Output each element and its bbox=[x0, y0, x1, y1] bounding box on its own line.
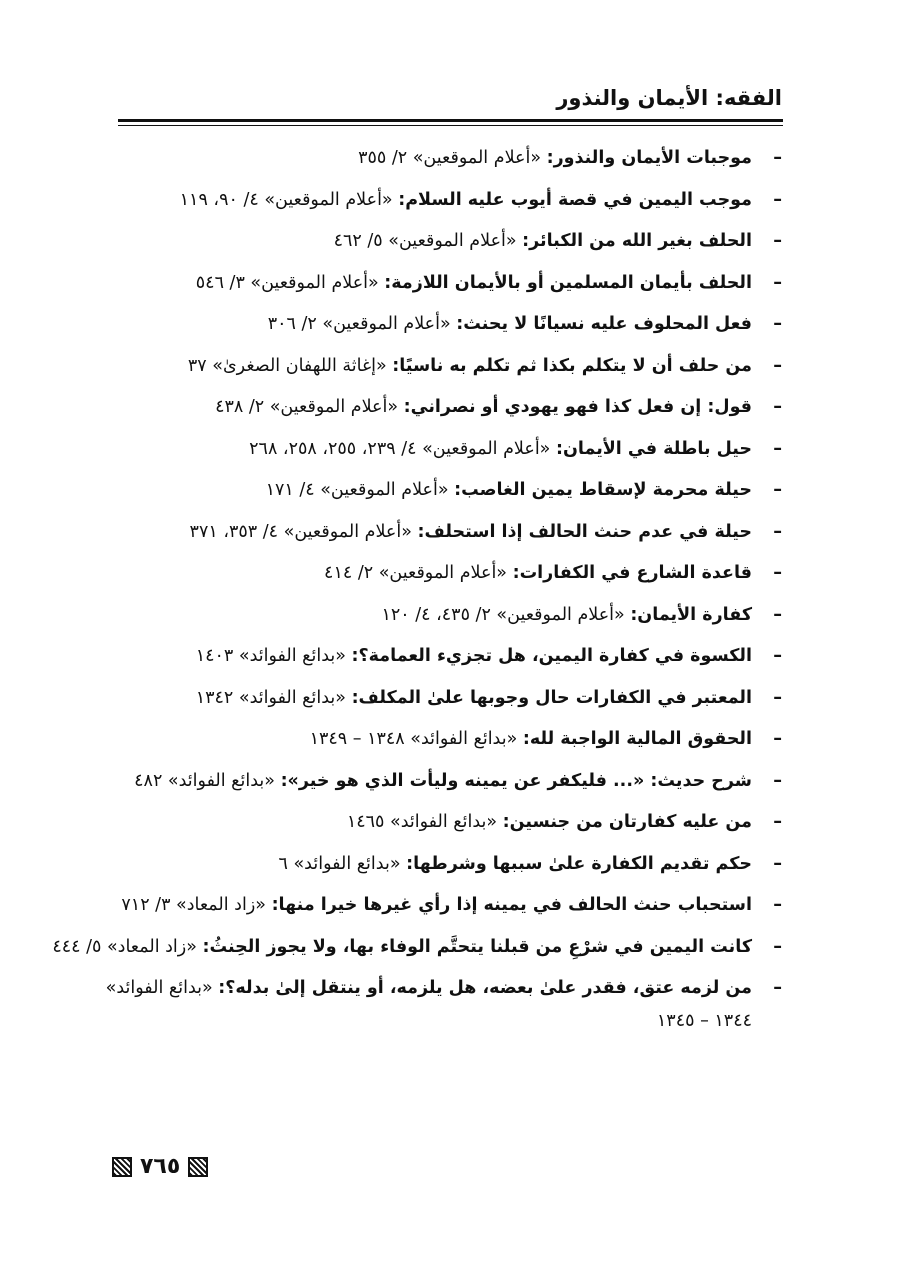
entry-dash: – bbox=[773, 314, 782, 334]
entry-topic: حيلة في عدم حنث الحالف إذا استحلف: bbox=[417, 521, 752, 542]
index-entry bbox=[52, 927, 782, 969]
index-entry bbox=[102, 180, 782, 222]
entry-reference: «بدائع الفوائد» ١٣٤٢ bbox=[195, 687, 352, 708]
index-entry bbox=[102, 346, 782, 388]
index-entry bbox=[102, 678, 782, 720]
index-entry bbox=[102, 429, 782, 471]
index-entry bbox=[102, 968, 782, 1038]
index-entry bbox=[102, 844, 782, 886]
entry-topic: موجبات الأيمان والنذور: bbox=[546, 148, 752, 168]
entry-reference: «بدائع الفوائد» ٦ bbox=[278, 853, 407, 874]
header-rule-thick bbox=[118, 119, 783, 122]
ornament-icon bbox=[188, 1157, 208, 1177]
entry-topic: الحلف بغير الله من الكبائر: bbox=[522, 231, 752, 251]
entry-dash: – bbox=[773, 563, 782, 583]
entry-reference: «أعلام الموقعين» ٥/ ٤٦٢ bbox=[333, 231, 523, 251]
entry-topic: شرح حديث: «... فليكفر عن يمينه وليأت الذي هو خير»: bbox=[280, 770, 752, 791]
entry-topic: المعتبر في الكفارات حال وجوبها علىٰ المكلف: bbox=[351, 687, 752, 708]
entry-dash: – bbox=[773, 729, 782, 749]
entry-reference: «أعلام الموقعين» ٢/ ٤٣٥، ٤/ ١٢٠ bbox=[381, 604, 631, 625]
entry-dash: – bbox=[773, 687, 782, 708]
index-entry bbox=[102, 719, 782, 761]
index-entry bbox=[102, 263, 782, 305]
entry-reference: «أعلام الموقعين» ٤/ ١٧١ bbox=[265, 480, 455, 500]
entry-dash: – bbox=[773, 936, 782, 957]
index-entry bbox=[102, 761, 782, 803]
index-entry bbox=[102, 885, 782, 927]
entry-dash: – bbox=[773, 853, 782, 874]
index-entry bbox=[102, 553, 782, 595]
entry-dash: – bbox=[773, 646, 782, 666]
entry-topic: الحلف بأيمان المسلمين أو بالأيمان اللازمة: bbox=[384, 272, 752, 293]
entry-dash: – bbox=[773, 355, 782, 376]
entry-dash: – bbox=[773, 978, 782, 998]
index-entry bbox=[102, 512, 782, 554]
entry-topic: من لزمه عتق، فقدر علىٰ بعضه، هل يلزمه، أو ينتقل إلىٰ بدله؟: bbox=[218, 978, 752, 998]
index-entry bbox=[102, 387, 782, 429]
page-number: ٧٦٥ bbox=[140, 1154, 181, 1179]
entry-dash: – bbox=[773, 521, 782, 542]
index-entry bbox=[102, 221, 782, 263]
index-entry bbox=[102, 138, 782, 180]
entry-topic: فعل المحلوف عليه نسيانًا لا يحنث: bbox=[456, 314, 752, 334]
entry-reference: «أعلام الموقعين» ٤/ ٢٣٩، ٢٥٥، ٢٥٨، ٢٦٨ bbox=[249, 438, 556, 459]
entry-topic: من حلف أن لا يتكلم بكذا ثم تكلم به ناسيًا: bbox=[392, 355, 752, 376]
entry-reference: «أعلام الموقعين» ٤/ ٩٠، ١١٩ bbox=[179, 189, 399, 210]
entry-topic: حيل باطلة في الأيمان: bbox=[555, 438, 752, 459]
entry-dash: – bbox=[773, 397, 782, 417]
entry-topic: حكم تقديم الكفارة علىٰ سببها وشرطها: bbox=[406, 853, 752, 874]
entry-dash: – bbox=[773, 480, 782, 500]
entry-topic: من عليه كفارتان من جنسين: bbox=[502, 812, 752, 832]
entry-topic: قول: إن فعل كذا فهو يهودي أو نصراني: bbox=[403, 397, 752, 417]
entry-reference: «أعلام الموقعين» ٢/ ٣٠٦ bbox=[267, 314, 457, 334]
entry-reference: «أعلام الموقعين» ٣/ ٥٤٦ bbox=[195, 272, 385, 293]
entry-dash: – bbox=[773, 604, 782, 625]
entry-reference: «بدائع الفوائد» ١٤٦٥ bbox=[346, 812, 503, 832]
entry-topic: قاعدة الشارع في الكفارات: bbox=[512, 563, 752, 583]
entry-dash: – bbox=[773, 148, 782, 168]
entry-dash: – bbox=[773, 272, 782, 293]
entry-dash: – bbox=[773, 438, 782, 459]
entry-reference: «بدائع الفوائد» ١٤٠٣ bbox=[195, 646, 352, 666]
header-rule-thin bbox=[118, 125, 783, 126]
entry-reference: «أعلام الموقعين» ٤/ ٣٥٣، ٣٧١ bbox=[189, 521, 418, 542]
entry-reference: «أعلام الموقعين» ٢/ ٤٣٨ bbox=[215, 397, 404, 417]
entry-dash: – bbox=[773, 231, 782, 251]
entry-topic: موجب اليمين في قصة أيوب عليه السلام: bbox=[398, 189, 752, 210]
page-folio bbox=[112, 1155, 208, 1179]
entry-dash: – bbox=[773, 770, 782, 791]
entry-reference: «بدائع الفوائد» ١٣٤٤ – ١٣٤٥ bbox=[105, 978, 752, 1031]
entry-reference: «أعلام الموقعين» ٢/ ٣٥٥ bbox=[358, 148, 547, 168]
entry-topic: الكسوة في كفارة اليمين، هل تجزيء العمامة؟: bbox=[351, 646, 752, 666]
entry-reference: «بدائع الفوائد» ١٣٤٨ – ١٣٤٩ bbox=[309, 729, 523, 749]
entry-reference: «زاد المعاد» ٥/ ٤٤٤ bbox=[52, 936, 203, 957]
entry-reference: «إغاثة اللهفان الصغرىٰ» ٣٧ bbox=[187, 355, 393, 376]
entry-topic: الحقوق المالية الواجبة لله: bbox=[522, 729, 752, 749]
entry-reference: «أعلام الموقعين» ٢/ ٤١٤ bbox=[324, 563, 513, 583]
entry-dash: – bbox=[773, 812, 782, 832]
entry-topic: كفارة الأيمان: bbox=[630, 604, 752, 625]
running-head: الفقه: الأيمان والنذور bbox=[556, 86, 782, 110]
index-entries bbox=[52, 138, 782, 1038]
index-entry bbox=[102, 802, 782, 844]
entry-dash: – bbox=[773, 895, 782, 915]
entry-reference: «زاد المعاد» ٣/ ٧١٢ bbox=[121, 895, 272, 915]
ornament-icon bbox=[112, 1157, 132, 1177]
index-entry bbox=[102, 470, 782, 512]
index-entry bbox=[102, 636, 782, 678]
entry-topic: حيلة محرمة لإسقاط يمين الغاصب: bbox=[454, 480, 752, 500]
index-entry bbox=[102, 595, 782, 637]
entry-topic: استحباب حنث الحالف في يمينه إذا رأي غيرها خيرا منها: bbox=[271, 895, 752, 915]
entry-reference: «بدائع الفوائد» ٤٨٢ bbox=[134, 770, 281, 791]
index-entry bbox=[102, 304, 782, 346]
entry-dash: – bbox=[773, 189, 782, 210]
entry-topic: كانت اليمين في شرْعِ من قبلنا يتحتَّم الوفاء بها، ولا يجوز الحِنثُ: bbox=[202, 936, 752, 957]
